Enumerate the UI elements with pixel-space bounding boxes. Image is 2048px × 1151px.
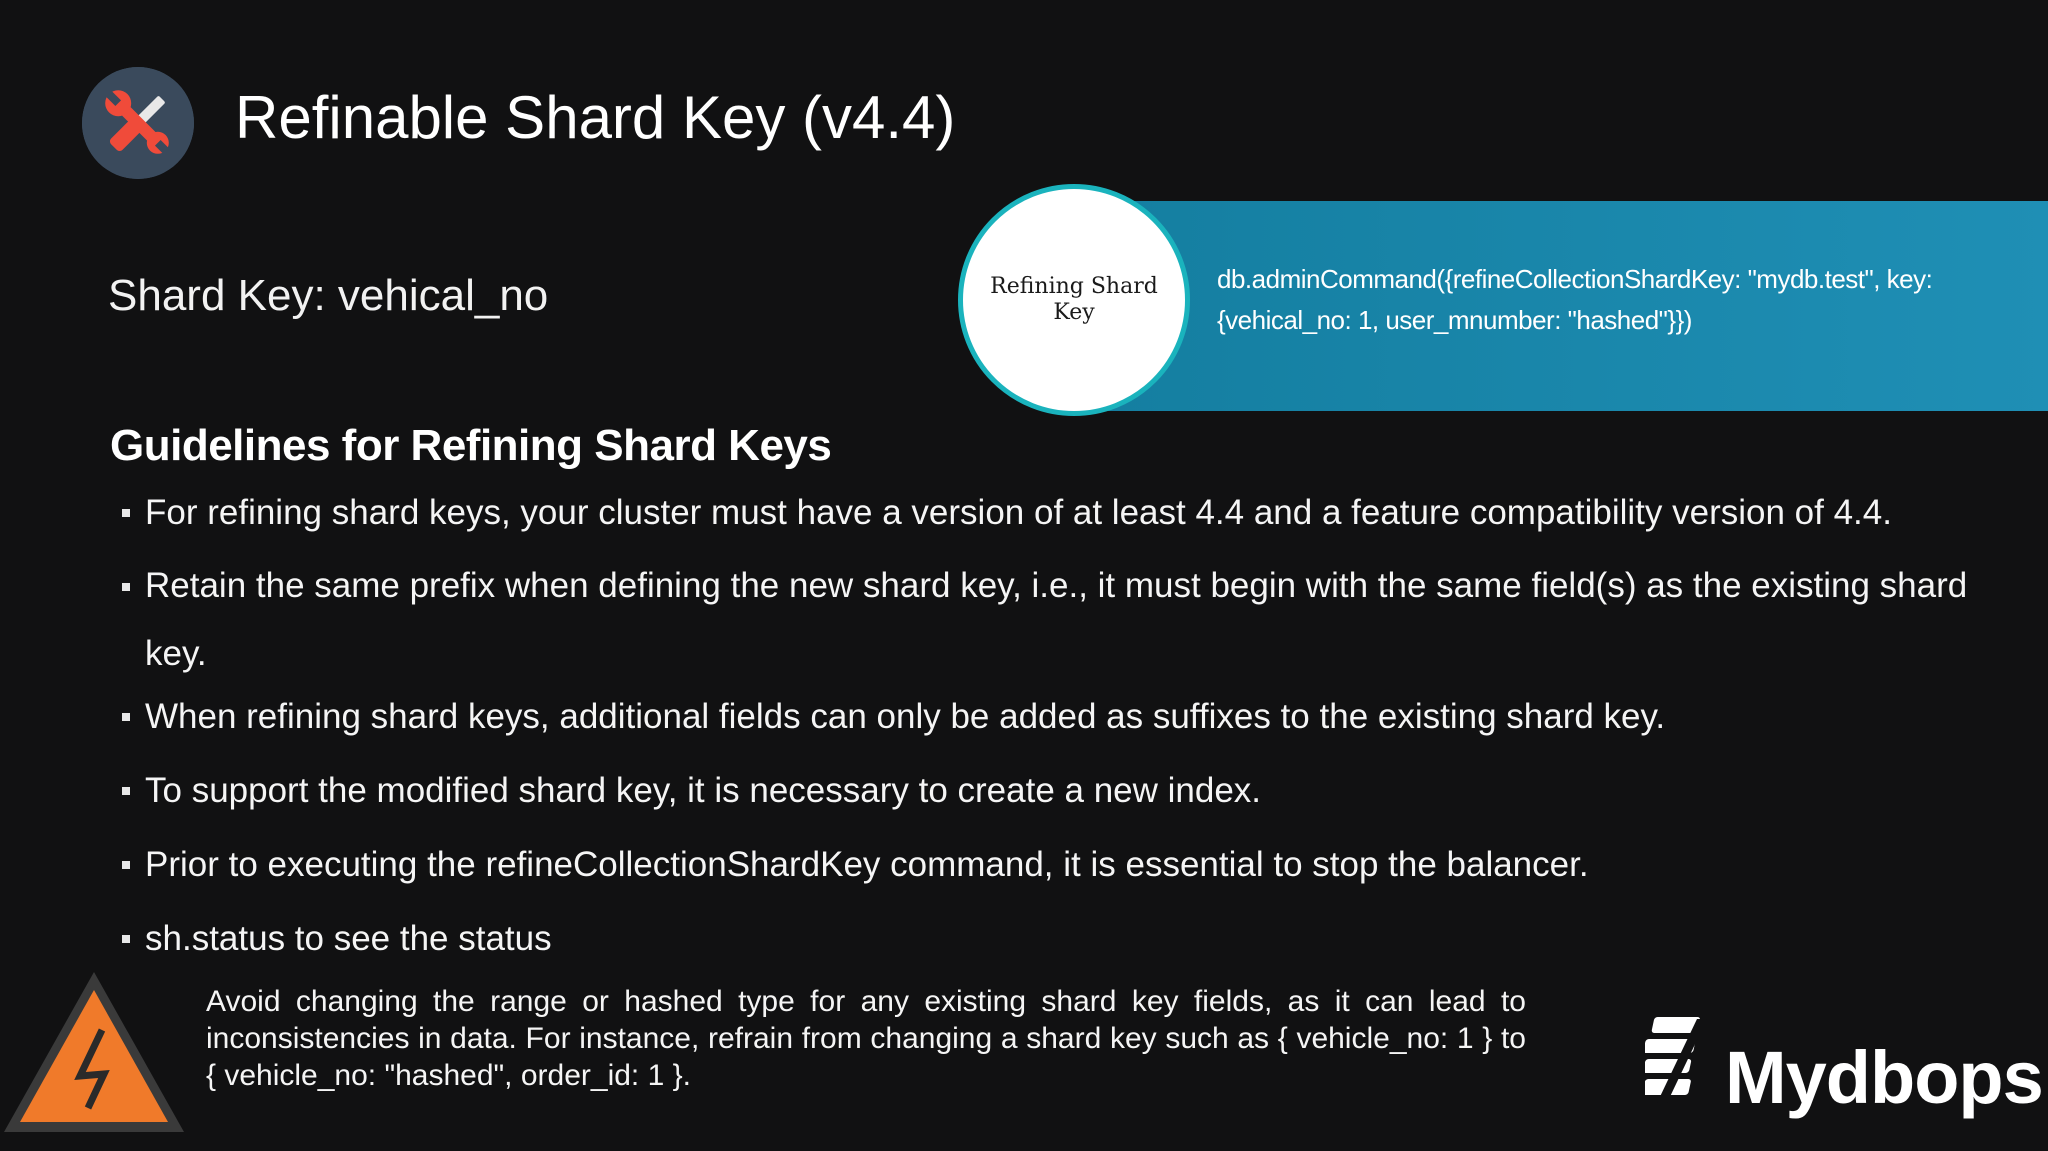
guideline-text: To support the modified shard key, it is necessary to create a new index. (145, 771, 1262, 810)
list-item (122, 768, 2002, 814)
bullet-icon (122, 713, 130, 721)
slide-title: Refinable Shard Key (v4.4) (235, 84, 956, 151)
list-item (122, 916, 2002, 962)
bullet-icon (122, 787, 130, 795)
circle-label: Refining Shard Key (990, 274, 1158, 325)
brand-name: Mydbops (1725, 1036, 2043, 1119)
bullet-icon (122, 509, 130, 517)
refine-command-text: db.adminCommand({refineCollectionShardKey: "mydb.test", key: {vehical_no: 1, user_mnumber: "hashed"}}) (1217, 264, 1933, 335)
guideline-text: For refining shard keys, your cluster must have a version of at least 4.4 and a feature compatibility version of 4.4. (145, 493, 1892, 532)
bullet-icon (122, 935, 130, 943)
bullet-icon (122, 583, 130, 591)
list-item (122, 842, 2002, 888)
guideline-text: When refining shard keys, additional fields can only be added as suffixes to the existing shard key. (145, 697, 1666, 736)
list-item (122, 694, 2002, 740)
list-item (122, 552, 2002, 688)
warning-note: Avoid changing the range or hashed type for any existing shard key fields, as it can lead to inconsistencies in data. For instance, refrain from changing a shard key such as { vehicle_no: 1 } to { vehicle_no: "hashed", order_id: 1 }. (206, 985, 1526, 1092)
mydbops-logo-icon (1645, 1015, 1711, 1107)
guidelines-heading: Guidelines for Refining Shard Keys (110, 421, 832, 470)
bullet-icon (122, 861, 130, 869)
high-voltage-warning-icon (0, 968, 188, 1136)
guideline-text: sh.status to see the status (145, 919, 552, 958)
guidelines-list (122, 490, 2002, 968)
shard-key-label: Shard Key: vehical_no (108, 271, 549, 320)
guideline-text: Prior to executing the refineCollectionShardKey command, it is essential to stop the balancer. (145, 845, 1589, 884)
guideline-text: Retain the same prefix when defining the new shard key, i.e., it must begin with the same field(s) as the existing shard key. (145, 566, 1968, 673)
refining-shard-key-circle (958, 184, 1190, 416)
wrench-screwdriver-icon (82, 67, 194, 179)
list-item (122, 490, 2002, 536)
